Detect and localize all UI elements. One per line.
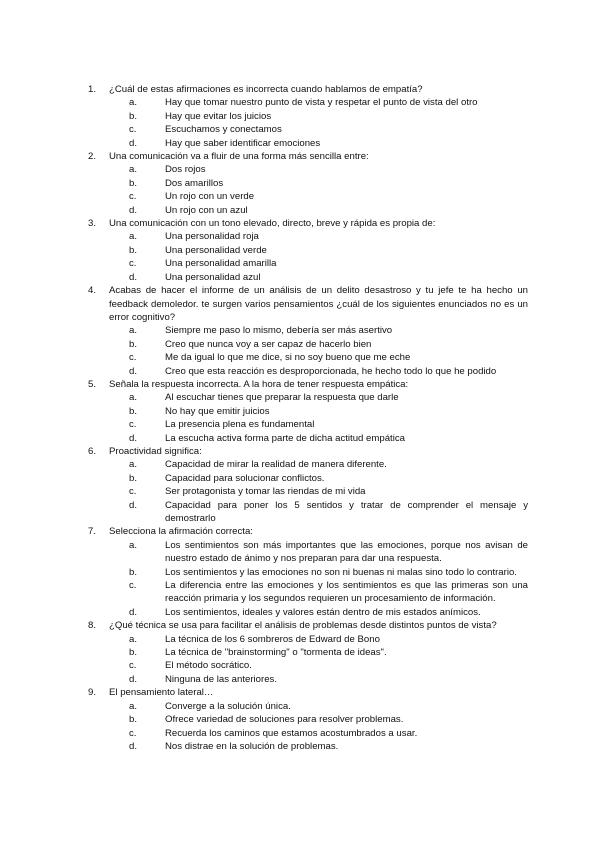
answer-option [109,539,528,566]
option-text: Una personalidad amarilla [165,258,277,270]
option-letter: c. [129,580,137,592]
option-letter: c. [129,660,137,672]
answer-option [109,727,528,740]
answer-option [109,673,528,686]
option-letter: a. [129,633,138,645]
option-letter: b. [129,405,138,417]
option-letter: d. [129,673,138,685]
question-number: 9. [88,687,97,699]
question-number: 6. [88,445,97,457]
answer-option [109,405,528,418]
question-number: 2. [88,151,97,163]
question-text: Una comunicación va a fluir de una forma más sencilla entre: [109,151,369,163]
answer-option [109,418,528,431]
answer-options [109,324,528,378]
option-text: Converge a la solución única. [165,700,291,712]
answer-options [109,96,528,150]
option-text: Dos rojos [165,164,206,176]
answer-option [109,257,528,270]
answer-options [109,391,528,445]
option-letter: d. [129,271,138,283]
option-letter: d. [129,606,138,618]
question-text: Una comunicación con un tono elevado, directo, breve y rápida es propia de: [109,218,436,230]
answer-option [109,432,528,445]
question-text: Proactividad significa: [109,445,202,457]
question-8 [88,619,528,686]
option-letter: b. [129,338,138,350]
answer-option [109,338,528,351]
option-text: El método socrático. [165,660,252,672]
answer-option [109,163,528,176]
option-text: La diferencia entre las emociones y los sentimientos es que las primeras son una reacción primaria y los segundos requieren un procesamiento de información. [165,580,528,605]
answer-option [109,713,528,726]
answer-option [109,110,528,123]
answer-option [109,204,528,217]
answer-option [109,351,528,364]
option-letter: b. [129,472,138,484]
option-letter: d. [129,432,138,444]
question-9 [88,686,528,753]
question-7 [88,525,528,619]
question-5 [88,378,528,445]
option-text: Una personalidad azul [165,271,261,283]
option-text: Capacidad de mirar la realidad de manera diferente. [165,459,387,471]
answer-option [109,606,528,619]
option-letter: a. [129,700,138,712]
answer-option [109,740,528,753]
option-letter: d. [129,365,138,377]
option-letter: d. [129,204,138,216]
option-letter: b. [129,177,138,189]
option-letter: c. [129,486,137,498]
option-text: Creo que esta reacción es desproporcionada, he hecho todo lo que he podido [165,365,497,377]
answer-option [109,633,528,646]
option-letter: b. [129,714,138,726]
option-text: No hay que emitir juicios [165,405,270,417]
option-letter: c. [129,419,137,431]
question-number: 7. [88,526,97,538]
answer-option [109,646,528,659]
option-letter: b. [129,647,138,659]
question-list [88,83,528,753]
option-text: Un rojo con un verde [165,191,255,203]
answer-option [109,96,528,109]
answer-option [109,137,528,150]
option-text: Hay que evitar los juicios [165,110,272,122]
question-6 [88,445,528,525]
answer-option [109,271,528,284]
option-letter: a. [129,325,138,337]
option-letter: d. [129,499,138,511]
option-letter: b. [129,110,138,122]
answer-option [109,499,528,526]
answer-options [109,230,528,284]
answer-option [109,244,528,257]
option-letter: c. [129,191,137,203]
option-text: La técnica de los 6 sombreros de Edward de Bono [165,633,380,645]
answer-options [109,539,528,619]
answer-option [109,472,528,485]
option-text: Capacidad para solucionar conflictos. [165,472,325,484]
answer-options [109,633,528,687]
answer-option [109,324,528,337]
option-text: Escuchamos y conectamos [165,124,282,136]
answer-option [109,190,528,203]
option-text: La técnica de "brainstorming" o "tormenta de ideas". [165,647,387,659]
question-text: Selecciona la afirmación correcta: [109,526,253,538]
option-text: Recuerda los caminos que estamos acostumbrados a usar. [165,727,418,739]
option-text: La escucha activa forma parte de dicha actitud empática [165,432,405,444]
option-text: Dos amarillos [165,177,224,189]
question-number: 1. [88,84,97,95]
answer-option [109,391,528,404]
option-letter: c. [129,727,137,739]
option-letter: a. [129,459,138,471]
question-3 [88,217,528,284]
option-text: Ofrece variedad de soluciones para resolver problemas. [165,714,404,726]
option-letter: a. [129,539,138,551]
answer-option [109,566,528,579]
option-text: Un rojo con un azul [165,204,248,216]
option-text: Ser protagonista y tomar las riendas de mi vida [165,486,366,498]
option-letter: d. [129,740,138,752]
option-text: Hay que tomar nuestro punto de vista y respetar el punto de vista del otro [165,97,478,109]
option-text: Hay que saber identificar emociones [165,137,321,149]
option-text: Una personalidad verde [165,244,267,256]
answer-options [109,700,528,754]
answer-option [109,123,528,136]
question-1 [88,83,528,150]
question-text: ¿Cuál de estas afirmaciones es incorrecta cuando hablamos de empatía? [109,84,423,95]
option-letter: b. [129,244,138,256]
answer-option [109,579,528,606]
option-letter: b. [129,566,138,578]
option-text: Nos distrae en la solución de problemas. [165,740,339,752]
option-text: Los sentimientos y las emociones no son ni buenas ni malas sino todo lo contrario. [165,566,517,578]
question-2 [88,150,528,217]
option-text: Los sentimientos son más importantes que las emociones, porque nos avisan de nuestro estado de ánimo y nos preparan para dar una respuesta. [165,539,528,565]
option-text: Una personalidad roja [165,231,259,243]
option-text: Creo que nunca voy a ser capaz de hacerlo bien [165,338,372,350]
option-letter: c. [129,258,137,270]
answer-option [109,659,528,672]
option-letter: a. [129,392,138,404]
answer-options [109,163,528,217]
option-text: Al escuchar tienes que preparar la respuesta que darle [165,392,399,404]
question-4 [88,284,528,378]
question-number: 3. [88,218,97,230]
answer-option [109,177,528,190]
answer-option [109,485,528,498]
option-letter: a. [129,97,138,109]
option-letter: a. [129,164,138,176]
answer-options [109,458,528,525]
option-text: Capacidad para poner los 5 sentidos y tratar de comprender el mensaje y demostrarlo [165,499,528,524]
answer-option [109,458,528,471]
option-letter: a. [129,231,138,243]
option-letter: d. [129,137,138,149]
question-text: Acabas de hacer el informe de un análisis de un delito desastroso y tu jefe te ha hecho un feedback demoledor. te surgen varios pensamientos ¿cuál de los siguientes enunciados no es un error cognitivo? [109,285,528,323]
option-text: La presencia plena es fundamental [165,419,315,431]
question-number: 4. [88,285,97,297]
question-number: 5. [88,378,97,390]
option-text: Me da igual lo que me dice, si no soy bueno que me eche [165,352,411,364]
option-letter: c. [129,352,137,364]
question-text: ¿Qué técnica se usa para facilitar el análisis de problemas desde distintos puntos de vista? [109,620,497,632]
option-letter: c. [129,124,137,136]
option-text: Siempre me paso lo mismo, debería ser más asertivo [165,325,393,337]
question-text: Señala la respuesta incorrecta. A la hora de tener respuesta empática: [109,378,409,390]
answer-option [109,230,528,243]
question-number: 8. [88,620,97,632]
answer-option [109,365,528,378]
answer-option [109,700,528,713]
option-text: Ninguna de las anteriores. [165,673,277,685]
option-text: Los sentimientos, ideales y valores están dentro de mis estados anímicos. [165,606,481,618]
question-text: El pensamiento lateral… [109,687,214,699]
